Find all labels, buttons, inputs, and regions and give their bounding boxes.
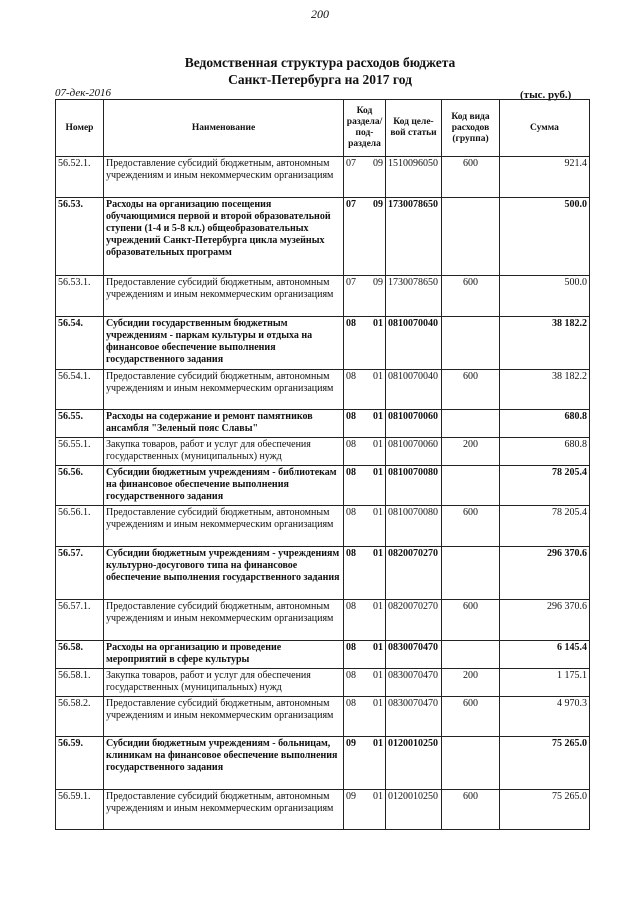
row-target-code: 0810070080	[386, 506, 442, 547]
row-section-code	[344, 737, 386, 790]
table-row	[56, 506, 590, 547]
row-number: 56.56.1.	[56, 506, 104, 547]
row-target-code: 1730078650	[386, 198, 442, 276]
table-row	[56, 600, 590, 641]
row-subsection: 09	[373, 277, 383, 288]
row-section: 08	[346, 698, 356, 709]
row-sum: 38 182.2	[500, 317, 590, 370]
row-expense-type: 600	[442, 506, 500, 547]
row-section-code	[344, 547, 386, 600]
row-target-code: 0830070470	[386, 669, 442, 697]
row-subsection: 01	[373, 411, 383, 422]
row-target-code: 0120010250	[386, 790, 442, 830]
row-sum: 1 175.1	[500, 669, 590, 697]
row-number: 56.55.	[56, 410, 104, 438]
document-title	[0, 54, 640, 88]
row-name: Расходы на содержание и ремонт памятников ансамбля "Зеленый пояс Славы"	[104, 410, 344, 438]
row-expense-type	[442, 737, 500, 790]
row-section: 08	[346, 548, 356, 559]
row-section: 08	[346, 371, 356, 382]
row-expense-type	[442, 466, 500, 506]
table-row	[56, 547, 590, 600]
row-name: Предоставление субсидий бюджетным, автономным учреждениям и иным некоммерческим организациям	[104, 600, 344, 641]
row-expense-type: 600	[442, 790, 500, 830]
row-subsection: 01	[373, 698, 383, 709]
row-target-code: 0810070060	[386, 438, 442, 466]
row-number: 56.59.1.	[56, 790, 104, 830]
row-sum: 296 370.6	[500, 600, 590, 641]
row-section-code	[344, 600, 386, 641]
row-subsection: 01	[373, 467, 383, 478]
row-section-code	[344, 506, 386, 547]
row-section-code	[344, 641, 386, 669]
row-target-code: 1510096050	[386, 157, 442, 198]
row-section: 08	[346, 318, 356, 329]
row-target-code: 0810070060	[386, 410, 442, 438]
row-number: 56.53.1.	[56, 276, 104, 317]
row-expense-type	[442, 198, 500, 276]
row-name: Закупка товаров, работ и услуг для обеспечения государственных (муниципальных) нужд	[104, 438, 344, 466]
row-sum: 296 370.6	[500, 547, 590, 600]
row-number: 56.57.1.	[56, 600, 104, 641]
row-number: 56.58.	[56, 641, 104, 669]
table-row	[56, 438, 590, 466]
row-number: 56.58.2.	[56, 697, 104, 737]
table-row	[56, 641, 590, 669]
row-subsection: 09	[373, 199, 383, 210]
row-expense-type: 600	[442, 697, 500, 737]
table-row	[56, 198, 590, 276]
table-row	[56, 466, 590, 506]
row-name: Закупка товаров, работ и услуг для обеспечения государственных (муниципальных) нужд	[104, 669, 344, 697]
table-row	[56, 697, 590, 737]
row-section: 07	[346, 158, 356, 169]
row-section: 09	[346, 738, 356, 749]
row-number: 56.56.	[56, 466, 104, 506]
row-name: Предоставление субсидий бюджетным, автономным учреждениям и иным некоммерческим организациям	[104, 697, 344, 737]
row-target-code: 0810070040	[386, 317, 442, 370]
row-expense-type: 200	[442, 438, 500, 466]
row-section: 08	[346, 439, 356, 450]
row-target-code: 1730078650	[386, 276, 442, 317]
row-target-code: 0120010250	[386, 737, 442, 790]
row-section-code	[344, 157, 386, 198]
units-label: (тыс. руб.)	[520, 89, 572, 101]
row-section-code	[344, 198, 386, 276]
budget-table	[55, 99, 590, 830]
row-subsection: 01	[373, 642, 383, 653]
row-sum: 500.0	[500, 276, 590, 317]
row-number: 56.52.1.	[56, 157, 104, 198]
row-sum: 78 205.4	[500, 506, 590, 547]
row-number: 56.58.1.	[56, 669, 104, 697]
table-row	[56, 157, 590, 198]
row-name: Предоставление субсидий бюджетным, автономным учреждениям и иным некоммерческим организациям	[104, 370, 344, 410]
row-section: 08	[346, 411, 356, 422]
row-subsection: 01	[373, 670, 383, 681]
row-sum: 680.8	[500, 410, 590, 438]
table-row	[56, 276, 590, 317]
row-target-code: 0810070080	[386, 466, 442, 506]
row-subsection: 01	[373, 601, 383, 612]
row-section: 07	[346, 199, 356, 210]
row-expense-type	[442, 317, 500, 370]
row-sum: 75 265.0	[500, 737, 590, 790]
row-sum: 4 970.3	[500, 697, 590, 737]
row-subsection: 01	[373, 738, 383, 749]
row-number: 56.54.	[56, 317, 104, 370]
row-section: 08	[346, 507, 356, 518]
row-name: Расходы на организацию посещения обучающимися первой и второй образовательной ступени (1-4 и 5-8 кл.) общеобразовательных учреждений Санкт-Петербурга цикла музейных образовательных программ	[104, 198, 344, 276]
col-header-section: Код раздела/ под-раздела	[344, 100, 386, 157]
col-header-name: Наименование	[104, 100, 344, 157]
table-row	[56, 790, 590, 830]
row-subsection: 01	[373, 371, 383, 382]
row-sum: 75 265.0	[500, 790, 590, 830]
row-expense-type: 600	[442, 370, 500, 410]
row-section-code	[344, 438, 386, 466]
col-header-sum: Сумма	[500, 100, 590, 157]
row-name: Субсидии бюджетным учреждениям - библиотекам на финансовое обеспечение выполнения государственного задания	[104, 466, 344, 506]
row-section-code	[344, 466, 386, 506]
row-name: Предоставление субсидий бюджетным, автономным учреждениям и иным некоммерческим организациям	[104, 506, 344, 547]
title-line-1: Ведомственная структура расходов бюджета	[184, 55, 456, 70]
table-header-row	[56, 100, 590, 157]
row-target-code: 0830070470	[386, 641, 442, 669]
row-expense-type	[442, 641, 500, 669]
row-sum: 680.8	[500, 438, 590, 466]
row-name: Субсидии государственным бюджетным учреждениям - паркам культуры и отдыха на финансовое обеспечение выполнения государственного задания	[104, 317, 344, 370]
row-expense-type	[442, 410, 500, 438]
row-section: 08	[346, 642, 356, 653]
row-target-code: 0830070470	[386, 697, 442, 737]
row-section-code	[344, 697, 386, 737]
row-section-code	[344, 790, 386, 830]
row-sum: 78 205.4	[500, 466, 590, 506]
row-expense-type: 600	[442, 600, 500, 641]
table-row	[56, 669, 590, 697]
row-subsection: 01	[373, 548, 383, 559]
row-target-code: 0810070040	[386, 370, 442, 410]
row-subsection: 01	[373, 791, 383, 802]
row-subsection: 01	[373, 318, 383, 329]
row-number: 56.57.	[56, 547, 104, 600]
row-sum: 500.0	[500, 198, 590, 276]
col-header-expense-type: Код вида расходов (группа)	[442, 100, 500, 157]
row-name: Субсидии бюджетным учреждениям - больницам, клиникам на финансовое обеспечение выполнения государственного задания	[104, 737, 344, 790]
row-number: 56.59.	[56, 737, 104, 790]
row-expense-type: 600	[442, 276, 500, 317]
page-number: 200	[311, 7, 329, 21]
table-row	[56, 317, 590, 370]
row-section: 07	[346, 277, 356, 288]
col-header-number: Номер	[56, 100, 104, 157]
row-section: 09	[346, 791, 356, 802]
col-header-target: Код целе-вой статьи	[386, 100, 442, 157]
row-subsection: 09	[373, 158, 383, 169]
table-row	[56, 370, 590, 410]
row-sum: 38 182.2	[500, 370, 590, 410]
row-section: 08	[346, 467, 356, 478]
row-section-code	[344, 410, 386, 438]
row-name: Субсидии бюджетным учреждениям - учреждениям культурно-досугового типа на финансовое обеспечение выполнения государственного задания	[104, 547, 344, 600]
row-number: 56.53.	[56, 198, 104, 276]
row-expense-type: 200	[442, 669, 500, 697]
row-name: Предоставление субсидий бюджетным, автономным учреждениям и иным некоммерческим организациям	[104, 157, 344, 198]
row-expense-type	[442, 547, 500, 600]
row-number: 56.55.1.	[56, 438, 104, 466]
document-date: 07-дек-2016	[55, 87, 112, 99]
row-section-code	[344, 276, 386, 317]
table-row	[56, 737, 590, 790]
row-sum: 921.4	[500, 157, 590, 198]
row-number: 56.54.1.	[56, 370, 104, 410]
row-subsection: 01	[373, 507, 383, 518]
row-section-code	[344, 317, 386, 370]
row-section-code	[344, 669, 386, 697]
row-section: 08	[346, 670, 356, 681]
row-section: 08	[346, 601, 356, 612]
row-target-code: 0820070270	[386, 547, 442, 600]
row-section-code	[344, 370, 386, 410]
table-row	[56, 410, 590, 438]
row-name: Предоставление субсидий бюджетным, автономным учреждениям и иным некоммерческим организациям	[104, 790, 344, 830]
row-name: Расходы на организацию и проведение мероприятий в сфере культуры	[104, 641, 344, 669]
row-expense-type: 600	[442, 157, 500, 198]
row-target-code: 0820070270	[386, 600, 442, 641]
row-sum: 6 145.4	[500, 641, 590, 669]
title-line-2: Санкт-Петербурга на 2017 год	[228, 72, 412, 87]
row-name: Предоставление субсидий бюджетным, автономным учреждениям и иным некоммерческим организациям	[104, 276, 344, 317]
row-subsection: 01	[373, 439, 383, 450]
